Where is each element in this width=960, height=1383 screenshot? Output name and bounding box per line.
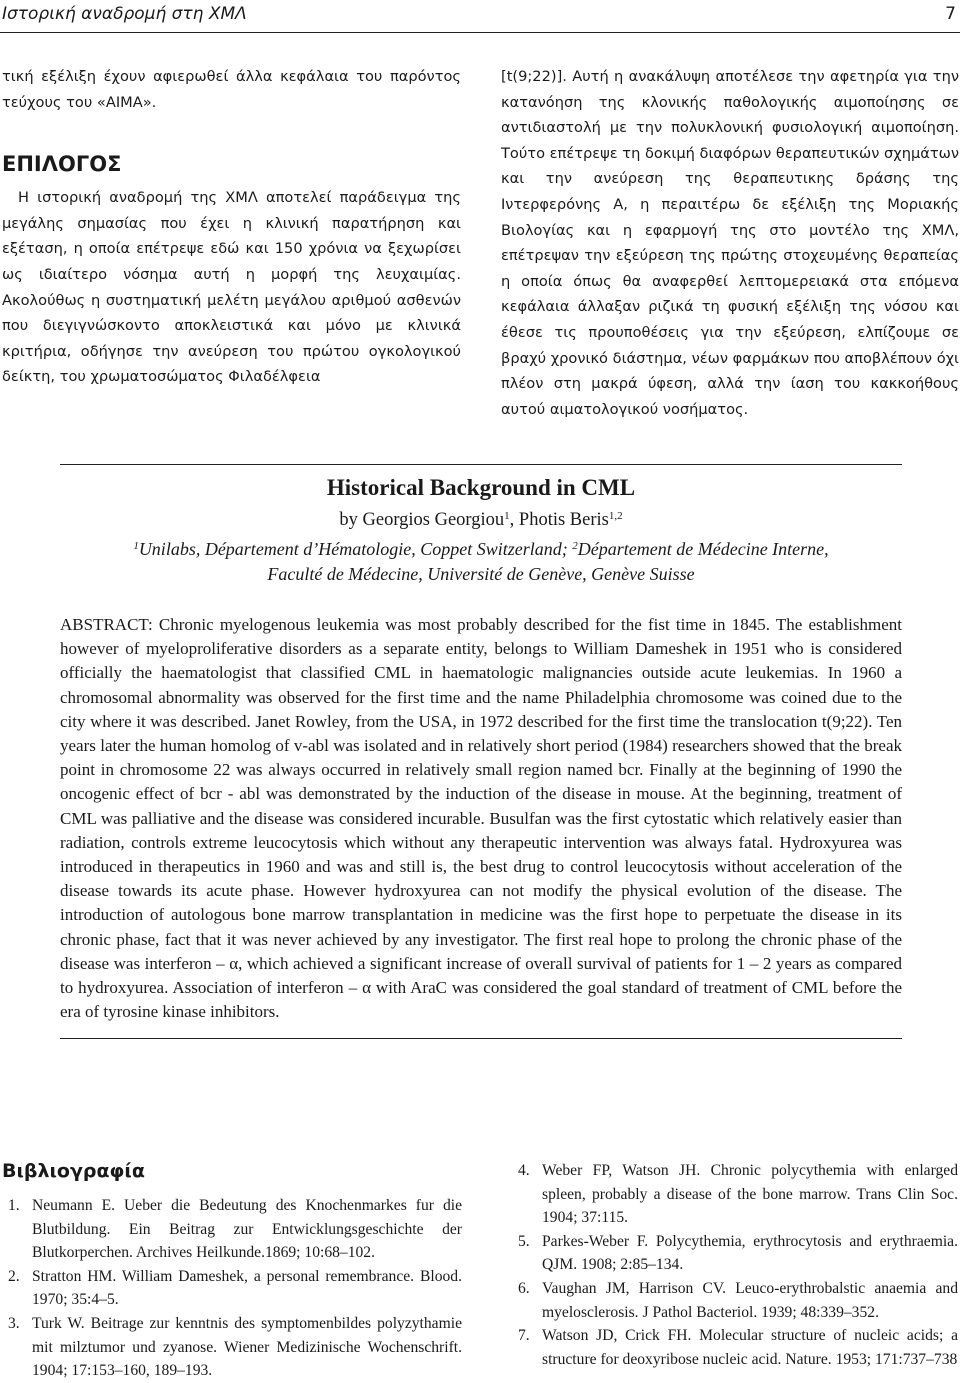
reference-text: Vaughan JM, Harrison CV. Leuco-erythrobalstic anaemia and myelosclerosis. J Pathol Bacteriol. 1939; 48:339–352. xyxy=(542,1279,958,1321)
reference-item xyxy=(2,1265,462,1312)
abstract-bottom-rule xyxy=(60,1038,902,1039)
reference-number: 1. xyxy=(8,1197,20,1214)
abstract-text: ABSTRACT: Chronic myelogenous leukemia was most probably described for the fist time in 1845. The establishment however of myeloproliferative disorders as a separate entity, belongs to William Dameshek in 1951 who is considered officially the haematologist that classified CML in haematologic malignancies outside acute leukemias. In 1960 a chromosomal abnormality was observed for the first time and the name Philadelphia chromosome was coined due to the city where it was described. Janet Rowley, from the USA, in 1972 described for the first time the translocation t(9;22). Ten years later the human homolog of v-abl was isolated and in relatively short period (1984) researchers showed that the break point in chromosome 22 was always occurred in relatively small region named bcr. Finally at the beginning of 1990 the oncogenic effect of bcr - abl was demonstrated by the induction of the disease in mouse. At the beginning, treatment of CML was palliative and the disease was considered incurable. Busulfan was the first cytostatic which relatively easier than radiation, controls extreme leucocytosis which without any therapeutic intervention was always fatal. Hydroxyurea was introduced in therapeutics in 1960 and was and still is, the best drug to control leucocytosis without acceleration of the disease towards its acute phase. However hydroxyurea can not modify the physical evolution of the disease. The introduction of autologous bone marrow transplantation in medicine was the first hope to perpetuate the disease in its chronic phase, fact that it was never achieved by any investigator. The first real hope to prolong the chronic phase of the disease was interferon – α, which achieved a significant increase of overall survival of patients for 1 – 2 years as compared to hydroxyurea. Association of interferon – α with AraC was considered the goal standard of treatment of CML before the era of tyrosine kinase inhibitors. xyxy=(60,615,902,1022)
reference-text: Stratton HM. William Dameshek, a personal remembrance. Blood. 1970; 35:4–5. xyxy=(32,1267,462,1309)
affiliations xyxy=(60,537,902,587)
author-beris: , Photis Beris xyxy=(509,510,609,530)
reference-text: Parkes-Weber F. Polycythemia, erythrocytosis and erythraemia. QJM. 1908; 2:85–134. xyxy=(542,1232,958,1274)
reference-item xyxy=(2,1194,462,1265)
reference-number: 4. xyxy=(518,1162,530,1179)
reference-text: Watson JD, Crick FH. Molecular structure of nucleic acids; a structure for deoxyribose nucleic acid. Nature. 1953; 171:737–738 xyxy=(542,1327,958,1368)
reference-item xyxy=(2,1312,462,1383)
reference-item xyxy=(512,1277,958,1324)
english-abstract-box xyxy=(60,464,902,1039)
affiliation2-mark: 2 xyxy=(572,540,578,552)
references-list-right xyxy=(512,1159,958,1371)
affiliation1: Unilabs, Département d’Hématologie, Coppet Switzerland; xyxy=(138,539,573,559)
author-georgiou: by Georgios Georgiou xyxy=(339,510,505,530)
running-title: Ιστορική αναδρομή στη ΧΜΛ xyxy=(2,4,247,24)
references-list-left xyxy=(2,1194,462,1383)
section-heading: ΕΠΙΛΟΓΟΣ xyxy=(2,152,122,177)
page-number: 7 xyxy=(945,4,956,24)
reference-item xyxy=(512,1159,958,1230)
reference-item xyxy=(512,1230,958,1277)
affiliation2-cont: Faculté de Médecine, Université de Genève, Genève Suisse xyxy=(267,564,695,584)
header-rule xyxy=(0,32,960,33)
intro-paragraph: τική εξέλιξη έχουν αφιερωθεί άλλα κεφάλαια του παρόντος τεύχους του «ΑΙΜΑ». xyxy=(2,68,461,111)
reference-number: 6. xyxy=(518,1279,530,1297)
references-heading: Βιβλιογραφία xyxy=(2,1160,145,1182)
abstract-top-rule xyxy=(60,464,902,465)
reference-text: Weber FP, Watson JH. Chronic polycythemia with enlarged spleen, probably a disease of the bone marrow. Trans Clin Soc. 1904; 37:115. xyxy=(542,1162,958,1227)
affiliation2: Département de Médecine Interne, xyxy=(577,539,829,559)
reference-number: 3. xyxy=(8,1314,20,1332)
right-column xyxy=(501,64,959,422)
author2-affiliation-mark: 1,2 xyxy=(608,510,623,522)
reference-item xyxy=(512,1324,958,1371)
left-column xyxy=(2,64,461,390)
reference-number: 7. xyxy=(518,1327,530,1345)
epilogue-paragraph: Η ιστορική αναδρομή της ΧΜΛ αποτελεί παράδειγμα της μεγάλης σημασίας που έχει η κλινική παρατήρηση και εξέταση, η οποία επέτρεψε εδώ και 150 χρόνια να ξεχωρίσει ως ιδιαίτερο νόσημα αυτή η μορφή της λευχαιμίας. Ακολούθως η συστηματική μελέτη μεγάλου αριθμού ασθενών που διεγιγνώσκοντο αποκλειστικά και μόνο με κλινικά κριτήρια, οδήγησε την ανεύρεση του πρώτου ογκολογικού δείκτη, του χρωματοσώματος Φιλαδέλφεια xyxy=(2,189,461,386)
reference-number: 2. xyxy=(8,1267,20,1285)
author1-affiliation-mark: 1 xyxy=(504,510,510,522)
continued-paragraph: [t(9;22)]. Αυτή η ανακάλυψη αποτέλεσε την αφετηρία για την κατανόηση της κλονικής παθολογικής αιμοποίησης σε αντιδιαστολή με την πολυκλονική φυσιολογική αιμοποίηση. Τούτο επέτρεψε τη δοκιμή διαφόρων θεραπευτικών σχημάτων και την ανεύρεση της θεραπευτικης δράσης της Ιντερφερόνης Α, η περαιτέρω δε εξέλιξη της Μοριακής Βιολογίας και η εφαρμογή της στο μοντέλο της ΧΜΛ, επέτρεψαν την εξεύρεση της πρώτης στοχευμένης θεραπείας η οποία όπως θα αναφερθεί λεπτομερειακά στα επόμενα κεφάλαια άλλαξαν ριζικά τη φυσική εξέλιξη της νόσου και έθεσε τις προυποθέσεις για την εξεύρεση, ελπίζουμε σε βραχύ χρονικό διάστημα, νέων φαρμάκων που αποβλέπουν όχι πλέον στη μακρά ύφεση, αλλά την ίαση του κακκοήθους αυτού αιματολογικού νοσήματος. xyxy=(501,68,960,418)
authors-line xyxy=(60,507,902,533)
english-title: Historical Background in CML xyxy=(326,475,636,500)
reference-number: 5. xyxy=(518,1232,530,1250)
affiliation1-mark: 1 xyxy=(133,540,139,552)
reference-text: Neumann E. Ueber die Bedeutung des Knochenmarkes fur die Blutbildung. Ein Beitrag zur Entwicklungsgeschichte der Blutkorperchen. Archives Heilkunde.1869; 10:68–102. xyxy=(32,1197,462,1262)
reference-text: Turk W. Beitrage zur kenntnis des symptomenbildes polyzythamie mit milztumor und zyanose. Wiener Medizinische Wochenschrift. 1904; 17:153–160, 189–193. xyxy=(32,1314,462,1380)
page-header xyxy=(0,2,960,30)
